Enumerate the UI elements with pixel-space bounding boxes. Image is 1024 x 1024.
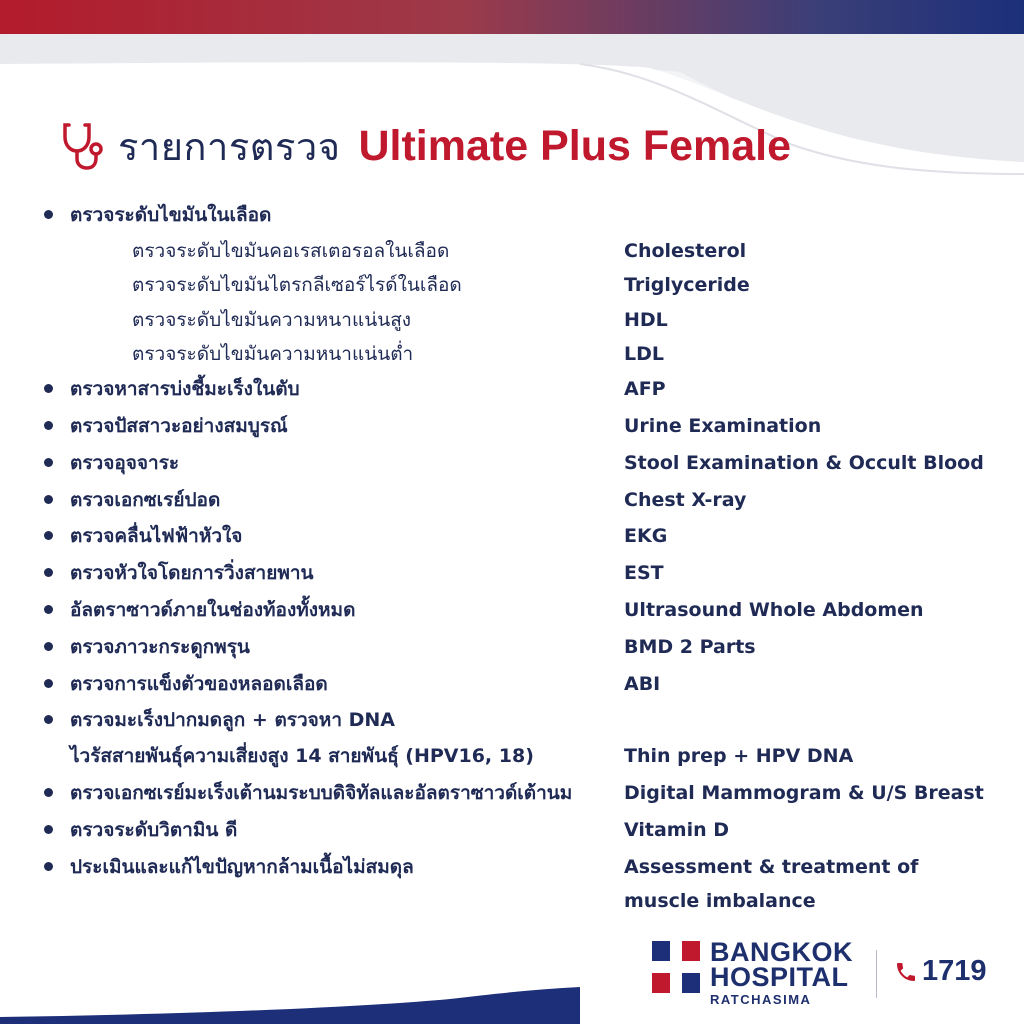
item-english: Thin prep + HPV DNA — [624, 745, 854, 767]
item-thai: ตรวจระดับไขมันคอเรสเตอรอลในเลือด — [132, 240, 450, 262]
item-thai: อัลตราซาวด์ภายในช่องท้องทั้งหมด — [70, 599, 356, 621]
item-english: EST — [624, 562, 664, 584]
item-thai: ตรวจระดับไขมันความหนาแน่นสูง — [132, 309, 412, 331]
list-item — [0, 412, 1024, 446]
list-item — [0, 486, 1024, 520]
item-english: muscle imbalance — [624, 890, 816, 912]
list-item — [0, 853, 1024, 887]
item-thai: ตรวจหาสารบ่งชี้มะเร็งในตับ — [70, 378, 300, 400]
phone-icon — [894, 960, 918, 984]
item-english: BMD 2 Parts — [624, 636, 756, 658]
bottom-wave — [0, 985, 580, 1024]
item-thai: ตรวจระดับไขมันในเลือด — [70, 204, 272, 226]
item-thai: ประเมินและแก้ไขปัญหากล้ามเนื้อไม่สมดุล — [70, 856, 414, 878]
item-english: EKG — [624, 525, 668, 547]
item-english: Chest X-ray — [624, 489, 747, 511]
item-thai: ตรวจปัสสาวะอย่างสมบูรณ์ — [70, 415, 288, 437]
bullet-icon — [44, 421, 53, 430]
item-thai: ตรวจระดับไขมันไตรกลีเซอร์ไรด์ในเลือด — [132, 274, 462, 296]
phone-number: 1719 — [922, 955, 987, 987]
bullet-icon — [44, 825, 53, 834]
item-english: Ultrasound Whole Abdomen — [624, 599, 924, 621]
item-thai: ตรวจหัวใจโดยการวิ่งสายพาน — [70, 562, 314, 584]
bullet-icon — [44, 568, 53, 577]
bullet-icon — [44, 605, 53, 614]
item-english: Urine Examination — [624, 415, 822, 437]
item-english: Stool Examination & Occult Blood — [624, 452, 984, 474]
bullet-icon — [44, 715, 53, 724]
list-item — [0, 633, 1024, 667]
bangkok-hospital-logo — [652, 941, 700, 993]
brand-line-1: BANGKOK — [710, 937, 853, 967]
list-item — [0, 887, 1024, 921]
title-thai: รายการตรวจ — [118, 124, 341, 169]
list-item — [0, 742, 1024, 776]
list-item — [0, 559, 1024, 593]
list-item — [0, 670, 1024, 704]
item-english: Triglyceride — [624, 274, 750, 296]
item-thai: ตรวจระดับวิตามิน ดี — [70, 819, 238, 841]
item-english: ABI — [624, 673, 661, 695]
bullet-icon — [44, 458, 53, 467]
brand-line-2: HOSPITAL — [710, 962, 849, 992]
bullet-icon — [44, 495, 53, 504]
top-color-bar — [0, 0, 1024, 34]
footer-divider — [876, 950, 877, 998]
item-thai: ตรวจอุจจาระ — [70, 452, 180, 474]
item-thai: ตรวจมะเร็งปากมดลูก + ตรวจหา DNA — [70, 709, 395, 731]
item-english: Digital Mammogram & U/S Breast — [624, 782, 984, 804]
item-english: Vitamin D — [624, 819, 730, 841]
brand-name — [710, 937, 853, 1010]
stethoscope-icon — [60, 121, 106, 171]
page-title — [60, 118, 791, 174]
bullet-icon — [44, 642, 53, 651]
list-item — [0, 201, 1024, 235]
bullet-icon — [44, 531, 53, 540]
item-thai: ไวรัสสายพันธุ์ความเสี่ยงสูง 14 สายพันธุ์ (HPV16, 18) — [70, 745, 534, 767]
list-item — [0, 706, 1024, 740]
item-thai: ตรวจคลื่นไฟฟ้าหัวใจ — [70, 525, 243, 547]
list-item — [0, 375, 1024, 409]
list-item — [0, 271, 1024, 305]
bullet-icon — [44, 862, 53, 871]
item-english: Assessment & treatment of — [624, 856, 919, 878]
list-item — [0, 816, 1024, 850]
list-item — [0, 340, 1024, 374]
item-english: HDL — [624, 309, 668, 331]
item-thai: ตรวจระดับไขมันความหนาแน่นต่ำ — [132, 343, 414, 365]
item-english: AFP — [624, 378, 666, 400]
list-item — [0, 306, 1024, 340]
list-item — [0, 522, 1024, 556]
list-item — [0, 779, 1024, 813]
item-thai: ตรวจภาวะกระดูกพรุน — [70, 636, 250, 658]
item-thai: ตรวจเอกซเรย์มะเร็งเต้านมระบบดิจิทัลและอัลตราซาวด์เต้านม — [70, 782, 573, 804]
item-thai: ตรวจเอกซเรย์ปอด — [70, 489, 221, 511]
bullet-icon — [44, 384, 53, 393]
bullet-icon — [44, 210, 53, 219]
item-english: LDL — [624, 343, 664, 365]
item-thai: ตรวจการแข็งตัวของหลอดเลือด — [70, 673, 328, 695]
bullet-icon — [44, 679, 53, 688]
title-english: Ultimate Plus Female — [358, 121, 792, 170]
list-item — [0, 237, 1024, 271]
list-item — [0, 449, 1024, 483]
bullet-icon — [44, 788, 53, 797]
hotline[interactable] — [894, 955, 987, 988]
list-item — [0, 596, 1024, 630]
brand-subtitle: RATCHASIMA — [710, 992, 812, 1007]
item-english: Cholesterol — [624, 240, 747, 262]
